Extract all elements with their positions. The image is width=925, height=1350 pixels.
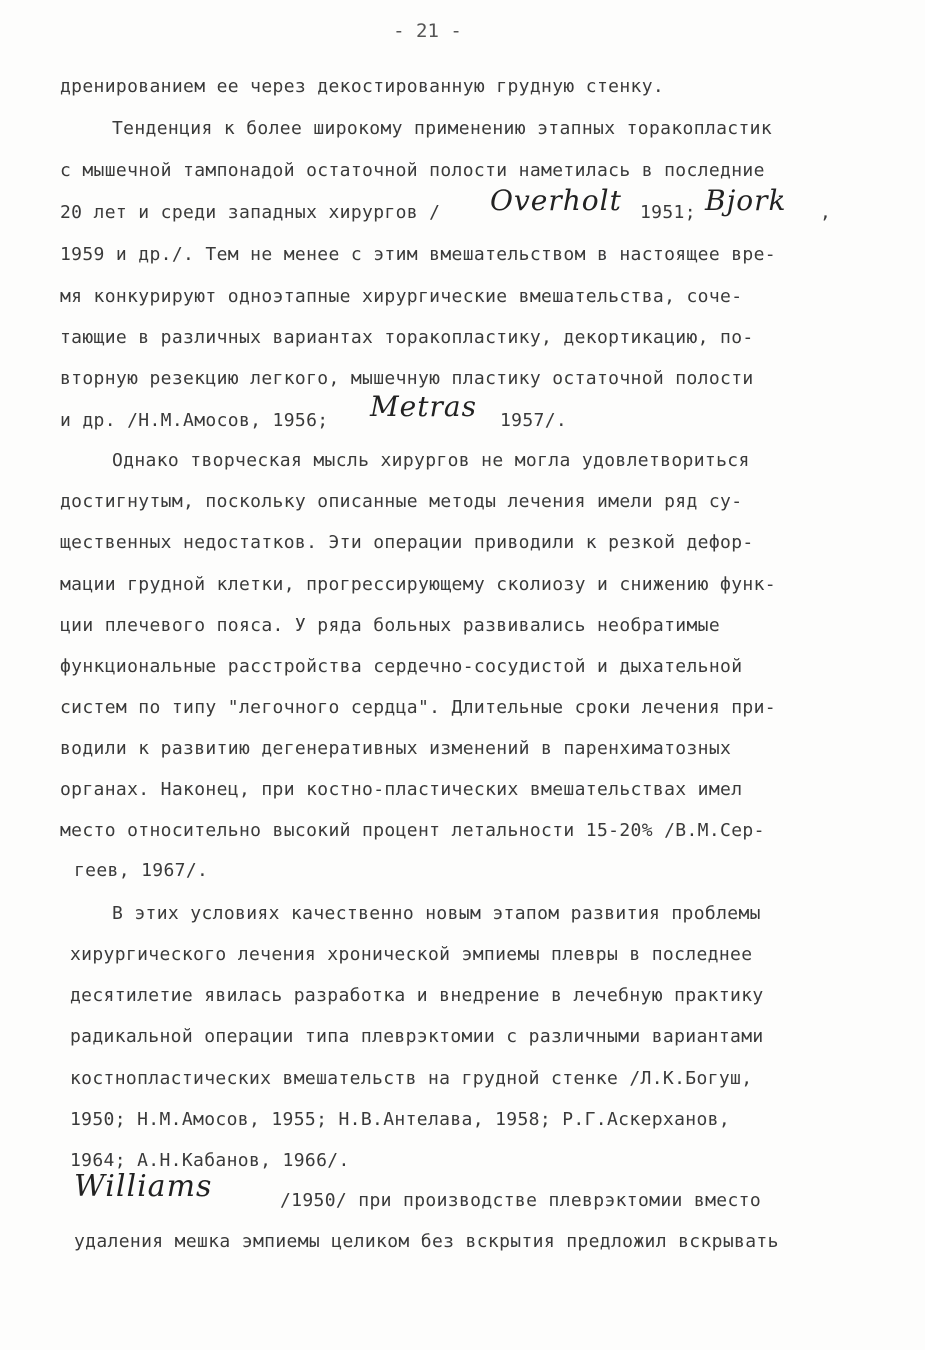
text-line-22: хирургического лечения хронической эмпиемы плевры в последнее [70, 944, 753, 965]
text-line-5: 1959 и др./. Тем не менее с этим вмешательством в настоящее вре- [60, 244, 776, 265]
text-line-1: дренированием ее через декостированную грудную стенку. [60, 76, 665, 97]
text-line-27: 1964; А.Н.Кабанов, 1966/. [70, 1150, 350, 1171]
text-line-4-year: 1951; [640, 202, 696, 223]
text-line-7: тающие в различных вариантах торакопластику, декортикацию, по- [60, 327, 754, 348]
text-line-25: костнопластических вмешательств на грудной стенке /Л.К.Богуш, [70, 1068, 753, 1089]
text-line-20: геев, 1967/. [74, 860, 209, 881]
handwritten-overholt: Overholt [490, 184, 622, 217]
text-line-4-comma: , [820, 202, 832, 223]
text-line-10: Однако творческая мысль хирургов не могла удовлетвориться [112, 450, 750, 471]
text-line-15: функциональные расстройства сердечно-сосудистой и дыхательной [60, 656, 743, 677]
page-number: - 21 - [393, 20, 462, 42]
handwritten-williams: Williams [74, 1169, 213, 1204]
text-line-14: ции плечевого пояса. У ряда больных развивались необратимые [60, 615, 721, 636]
text-line-28: /1950/ при производстве плеврэктомии вместо [280, 1190, 762, 1211]
text-line-9: и др. /Н.М.Амосов, 1956; [60, 410, 329, 431]
text-line-18: органах. Наконец, при костно-пластических вмешательствах имел [60, 779, 743, 800]
text-line-16: систем по типу "легочного сердца". Длительные сроки лечения при- [60, 697, 776, 718]
text-line-17: водили к развитию дегенеративных изменений в паренхиматозных [60, 738, 732, 759]
text-line-24: радикальной операции типа плеврэктомии с различными вариантами [70, 1026, 764, 1047]
text-line-4: 20 лет и среди западных хирургов / [60, 202, 441, 223]
text-line-19: место относительно высокий процент летальности 15-20% /В.М.Сер- [60, 820, 765, 841]
text-line-6: мя конкурируют одноэтапные хирургические вмешательства, соче- [60, 286, 743, 307]
text-line-29: удаления мешка эмпиемы целиком без вскрытия предложил вскрывать [74, 1231, 779, 1252]
text-line-11: достигнутым, поскольку описанные методы лечения имели ряд су- [60, 491, 743, 512]
text-line-23: десятилетие явилась разработка и внедрение в лечебную практику [70, 985, 764, 1006]
text-line-9-year: 1957/. [500, 410, 568, 431]
text-line-13: мации грудной клетки, прогрессирующему сколиозу и снижению функ- [60, 574, 776, 595]
text-line-12: щественных недостатков. Эти операции приводили к резкой дефор- [60, 532, 754, 553]
text-line-2: Тенденция к более широкому применению этапных торакопластик [112, 118, 773, 139]
text-line-21: В этих условиях качественно новым этапом развития проблемы [112, 903, 761, 924]
handwritten-metras: Metras [370, 390, 477, 423]
text-line-8: вторную резекцию легкого, мышечную пластику остаточной полости [60, 368, 754, 389]
text-line-3: с мышечной тампонадой остаточной полости наметилась в последние [60, 160, 765, 181]
text-line-26: 1950; Н.М.Амосов, 1955; Н.В.Антелава, 1958; Р.Г.Аскерханов, [70, 1109, 731, 1130]
handwritten-bjork: Bjork [705, 184, 787, 217]
